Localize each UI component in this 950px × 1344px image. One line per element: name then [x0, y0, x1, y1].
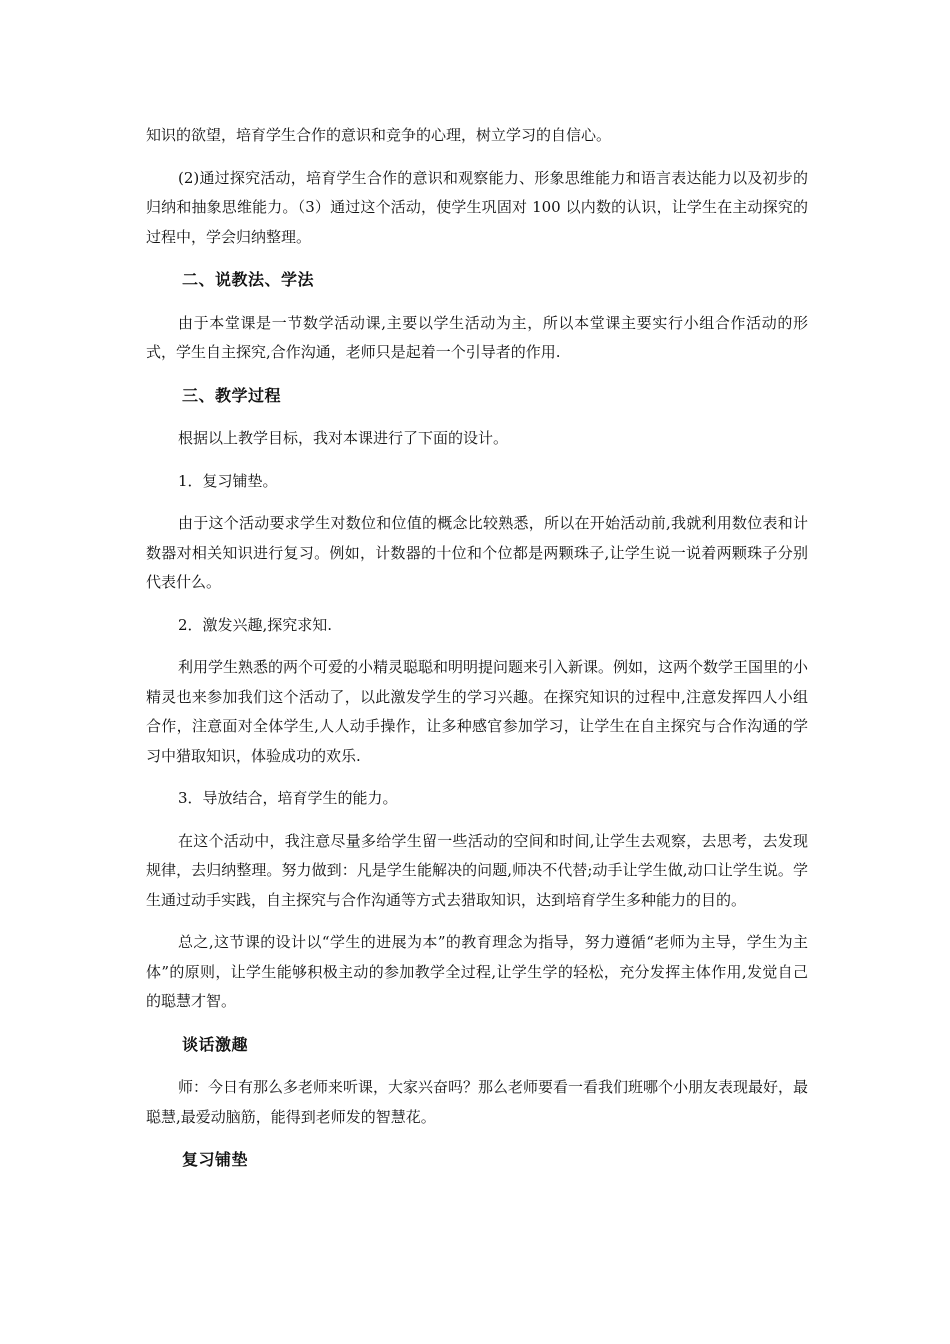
paragraph: 由于这个活动要求学生对数位和位值的概念比较熟悉，所以在开始活动前,我就利用数位表和计数器对相关知识进行复习。例如，计数器的十位和个位都是两颗珠子,让学生说一说着两颗珠子分别代表什么。 — [146, 514, 808, 591]
paragraph: 利用学生熟悉的两个可爱的小精灵聪聪和明明提问题来引入新课。例如，这两个数学王国里的小精灵也来参加我们这个活动了，以此激发学生的学习兴趣。在探究知识的过程中,注意发挥四人小组合作，注意面对全体学生,人人动手操作，让多种感官参加学习，让学生在自主探究与合作沟通的学习中猎取知识，体验成功的欢乐. — [146, 658, 809, 765]
paragraph: 在这个活动中，我注意尽量多给学生留一些活动的空间和时间,让学生去观察，去思考，去发现规律，去归纳整理。努力做到：凡是学生能解决的问题,师决不代替;动手让学生做,动口让学生说。学生通过动手实践，自主探究与合作沟通等方式去猎取知识，达到培育学生多种能力的目的。 — [146, 831, 808, 909]
paragraph: 根据以上教学目标，我对本课进行了下面的设计。 — [178, 429, 509, 447]
section-heading: 二、说教法、学法 — [182, 270, 315, 289]
list-item: 1．复习铺垫。 — [178, 471, 278, 490]
paragraph: 由于本堂课是一节数学活动课,主要以学生活动为主，所以本堂课主要实行小组合作活动的形式，学生自主探究,合作沟通，老师只是起着一个引导者的作用. — [146, 313, 808, 361]
list-item: 2．激发兴趣,探究求知. — [178, 615, 333, 634]
paragraph: (2)通过探究活动，培育学生合作的意识和观察能力、形象思维能力和语言表达能力以及初步的归纳和抽象思维能力。（3）通过这个活动，使学生巩固对 100 以内数的认识，让学生在主动探究的过程中，学会归纳整理。 — [146, 168, 808, 246]
section-heading: 复习铺垫 — [182, 1150, 249, 1169]
section-heading: 谈话激趣 — [182, 1034, 249, 1054]
section-heading: 三、教学过程 — [182, 385, 282, 405]
paragraph: 师：今日有那么多老师来听课，大家兴奋吗？那么老师要看一看我们班哪个小朋友表现最好，最聪慧,最爱动脑筋，能得到老师发的智慧花。 — [146, 1078, 809, 1126]
paragraph: 总之,这节课的设计以“学生的进展为本”的教育理念为指导，努力遵循“老师为主导，学生为主体”的原则，让学生能够积极主动的参加教学全过程,让学生学的轻松，充分发挥主体作用,发觉自己的聪慧才智。 — [146, 933, 808, 1010]
list-item: 3．导放结合，培育学生的能力。 — [178, 789, 398, 807]
paragraph: 知识的欲望，培育学生合作的意识和竞争的心理，树立学习的自信心。 — [146, 126, 612, 144]
document-page — [146, 121, 808, 1189]
